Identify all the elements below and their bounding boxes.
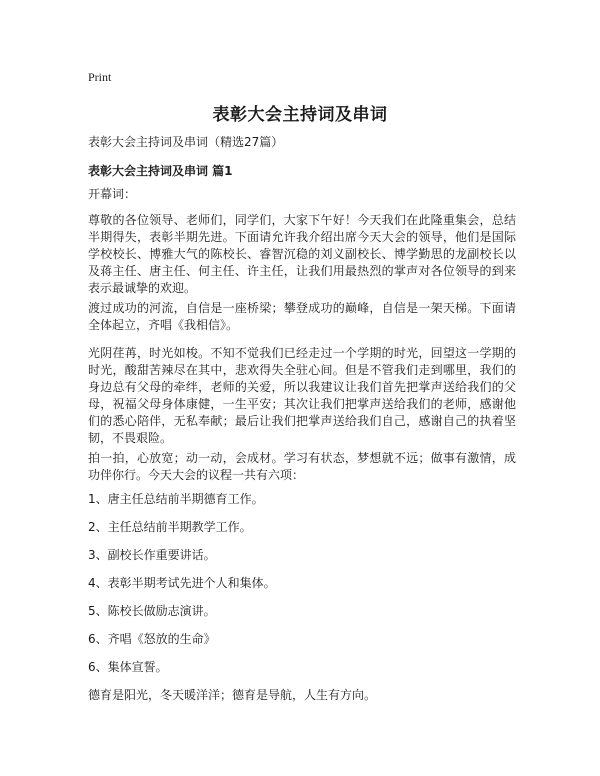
closing-line: 德育是阳光，冬天暖洋洋；德育是导航，人生有方向。: [88, 688, 377, 702]
agenda-item: 4、表彰半期考试先进个人和集体。: [88, 576, 276, 590]
document-subtitle: 表彰大会主持词及串词（精选27篇）: [88, 135, 284, 149]
paragraph-agenda-intro: 拍一拍，心放宽；动一动，会成材。学习有状态，梦想就不远；做事有激情，成功伴你行。今天大会的议程一共有六项：: [88, 451, 516, 482]
paragraph-welcome: 尊敬的各位领导、老师们，同学们，大家下午好！今天我们在此隆重集会，总结半期得失，表彰半期先进。下面请允许我介绍出席今天大会的领导，他们是国际学校校长、博雅大气的陈校长、睿智沉稳的刘义副校长、博学勤思的龙副校长以及蒋主任、唐主任、何主任、许主任，让我们用最热烈的掌声对各位领导的到来表示最诚挚的欢迎。: [88, 213, 516, 295]
paragraph-gratitude: 光阴荏苒，时光如梭。不知不觉我们已经走过一个学期的时光，回望这一学期的时光，酸甜苦辣尽在其中，悲欢得失全驻心间。但是不管我们走到哪里，我们的身边总有父母的牵绊，老师的关爱，所以我建议让我们首先把掌声送给我们的父母，祝福父母身体康健，一生平安；其次让我们把掌声送给我们的老师，感谢他们的悉心陪伴，无私奉献；最后让我们把掌声送给我们自己，感谢自己的执着坚韧，不畏艰险。: [88, 346, 516, 445]
agenda-item: 6、集体宣誓。: [88, 660, 168, 674]
agenda-item: 2、主任总结前半期教学工作。: [88, 520, 252, 534]
print-link[interactable]: Print: [88, 70, 112, 84]
agenda-item: 1、唐主任总结前半期德育工作。: [88, 492, 264, 506]
agenda-item: 6、齐唱《怒放的生命》: [88, 632, 216, 646]
opening-label: 开幕词：: [88, 187, 137, 201]
agenda-item: 3、副校长作重要讲话。: [88, 548, 216, 562]
page-title: 表彰大会主持词及串词: [212, 105, 388, 125]
agenda-item: 5、陈校长做励志演讲。: [88, 604, 216, 618]
paragraph-confidence: 渡过成功的河流，自信是一座桥梁；攀登成功的巅峰，自信是一架天梯。下面请全体起立，齐唱《我相信》。: [88, 301, 516, 332]
section-heading: 表彰大会主持词及串词 篇1: [88, 164, 233, 178]
